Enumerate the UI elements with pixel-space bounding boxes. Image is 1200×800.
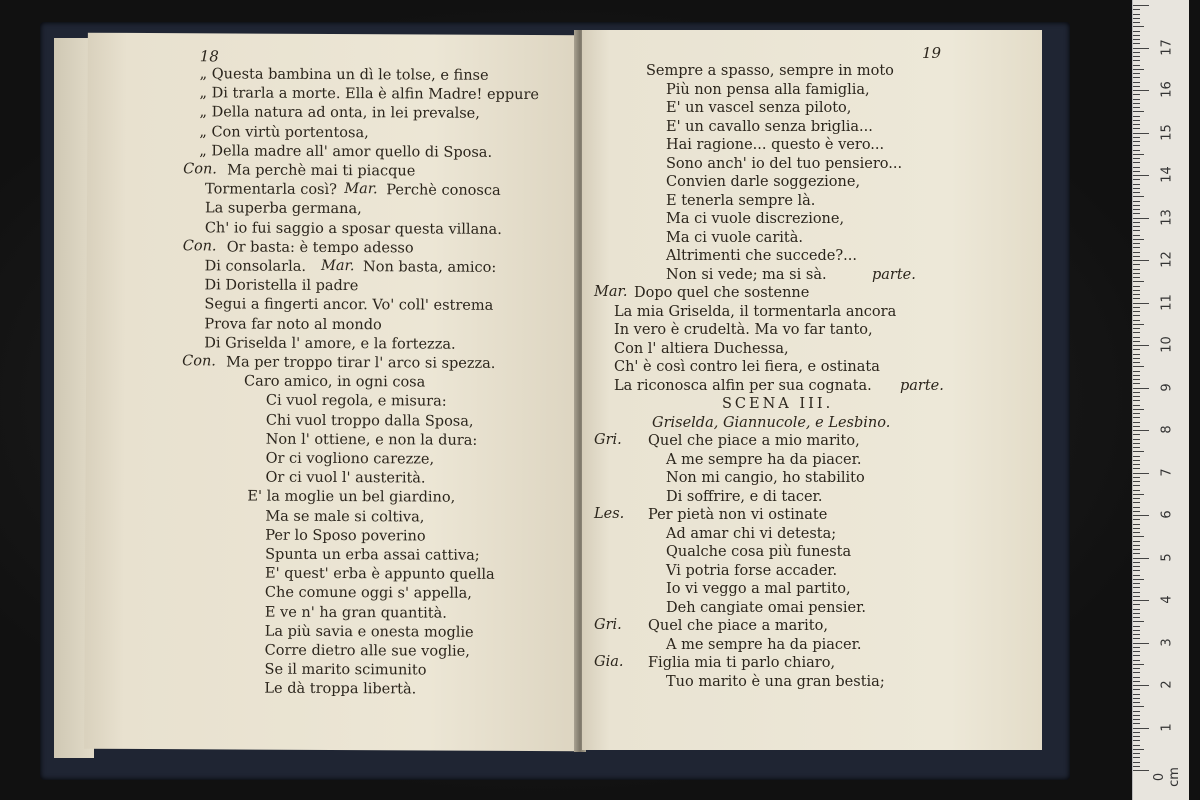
ruler-tick — [1133, 99, 1140, 100]
ruler-tick — [1133, 107, 1140, 108]
ruler-tick — [1133, 617, 1140, 618]
ruler-tick — [1133, 460, 1140, 461]
ruler-tick — [1133, 230, 1140, 231]
ruler-tick — [1133, 541, 1140, 542]
verse-line: Non si vede; ma si sà. — [666, 266, 827, 283]
ruler-tick — [1133, 371, 1140, 372]
ruler-tick — [1133, 494, 1144, 495]
ruler-tick — [1133, 294, 1140, 295]
ruler-tick — [1133, 770, 1149, 771]
ruler-number: 12 — [1159, 251, 1175, 268]
ruler-tick — [1133, 379, 1140, 380]
verse-line: Figlia mia ti parlo chiaro, — [648, 655, 836, 671]
verse-line: E tenerla sempre là. — [666, 192, 816, 209]
verse-line: In vero è crudeltà. Ma vo far tanto, — [614, 322, 873, 338]
ruler-tick — [1133, 90, 1149, 91]
ruler-tick — [1133, 311, 1140, 312]
ruler-tick — [1133, 579, 1144, 580]
ruler-tick — [1133, 524, 1140, 525]
ruler-tick — [1133, 213, 1140, 214]
verse-line: „ Di trarla a morte. Ella è alfin Madre! eppure — [199, 85, 540, 104]
ruler-tick — [1133, 116, 1140, 117]
ruler-number: 5 — [1159, 552, 1175, 562]
verse-line: Hai ragione... questo è vero... — [666, 137, 885, 153]
verse-line: Di Griselda l' amore, e la fortezza. — [204, 335, 456, 353]
page-number: 18 — [199, 47, 219, 66]
ruler-tick — [1133, 354, 1140, 355]
ruler-tick — [1133, 43, 1140, 44]
ruler-number: 14 — [1159, 166, 1175, 183]
verse-line: Non l' ottiene, e non la dura: — [265, 431, 478, 449]
verse-line: Ma ci vuole discrezione, — [666, 211, 845, 227]
verse-line: Più non pensa alla famiglia, — [666, 81, 870, 98]
ruler-tick — [1133, 685, 1149, 686]
ruler-tick — [1133, 715, 1140, 716]
ruler-tick — [1133, 22, 1140, 23]
ruler-tick — [1133, 417, 1140, 418]
verse-line: Per pietà non vi ostinate — [648, 507, 828, 523]
ruler-tick — [1133, 745, 1140, 746]
verse-line: Di soffrire, e di tacer. — [666, 488, 823, 505]
ruler-tick — [1133, 592, 1140, 593]
ruler-tick — [1133, 196, 1144, 197]
ruler-tick — [1133, 82, 1140, 83]
verse-line: Di consolarla. — [204, 258, 307, 275]
verse-line: Quel che piace a mio marito, — [648, 433, 860, 449]
ruler-tick — [1133, 133, 1149, 134]
ruler-tick — [1133, 634, 1140, 635]
ruler-number: 13 — [1159, 208, 1175, 226]
verse-line: Quel che piace a marito, — [648, 618, 828, 634]
ruler-tick — [1133, 643, 1149, 644]
ruler-tick — [1133, 188, 1140, 189]
verse-line: Or basta: è tempo adesso — [226, 239, 414, 257]
ruler-tick — [1133, 498, 1140, 499]
right-page — [582, 30, 1042, 750]
ruler-tick — [1133, 171, 1140, 172]
ruler-tick — [1133, 740, 1140, 741]
ruler-tick — [1133, 226, 1140, 227]
speaker-label: Gri. — [594, 432, 622, 448]
ruler-tick — [1133, 570, 1140, 571]
ruler-tick — [1133, 341, 1140, 342]
ruler-tick — [1133, 256, 1140, 257]
ruler-tick — [1133, 626, 1140, 627]
page-number: 19 — [922, 44, 942, 62]
ruler-tick — [1133, 485, 1140, 486]
speaker-label: Mar. — [594, 284, 628, 300]
ruler-tick — [1133, 519, 1140, 520]
speaker-label: Con. — [182, 238, 217, 255]
ruler-number: 15 — [1159, 123, 1175, 141]
ruler-number: 16 — [1159, 81, 1175, 98]
ruler-tick — [1133, 273, 1140, 274]
ruler-number: 8 — [1159, 425, 1175, 434]
verse-line: Ma ci vuole carità. — [666, 229, 803, 246]
verse-line: Qualche cosa più funesta — [666, 544, 852, 560]
ruler-tick — [1133, 358, 1140, 359]
verse-line: Spunta un erba assai cattiva; — [265, 546, 480, 564]
ruler-tick — [1133, 69, 1144, 70]
ruler-tick — [1133, 124, 1140, 125]
verse-line: E' un vascel senza piloto, — [666, 100, 852, 116]
ruler-tick — [1133, 320, 1140, 321]
ruler-tick — [1133, 566, 1140, 567]
ruler-tick — [1133, 694, 1140, 695]
verse-line: E' un cavallo senza briglia... — [666, 118, 873, 135]
ruler-tick — [1133, 252, 1140, 253]
ruler-tick — [1133, 158, 1140, 159]
ruler-tick — [1133, 26, 1144, 27]
ruler-tick — [1133, 736, 1140, 737]
ruler-tick — [1133, 48, 1149, 49]
ruler-tick — [1133, 103, 1140, 104]
ruler-number: 4 — [1159, 595, 1175, 604]
verse-line: Corre dietro alle sue voglie, — [264, 642, 470, 660]
verse-line: A me sempre ha da piacer. — [666, 636, 862, 653]
verse-line: Ad amar chi vi detesta; — [666, 525, 837, 542]
ruler-tick — [1133, 141, 1140, 142]
verse-line: Sempre a spasso, sempre in moto — [646, 63, 894, 79]
ruler-tick — [1133, 558, 1149, 559]
speaker-label: Mar. — [321, 257, 355, 275]
ruler-tick — [1133, 596, 1140, 597]
ruler-tick — [1133, 536, 1144, 537]
ruler-number: 10 — [1159, 336, 1175, 353]
ruler-tick — [1133, 583, 1140, 584]
verse-line: La mia Griselda, il tormentarla ancora — [614, 303, 897, 320]
ruler-number: 3 — [1159, 637, 1175, 647]
ruler-tick — [1133, 137, 1140, 138]
ruler-tick — [1133, 413, 1140, 414]
ruler-number: 11 — [1159, 293, 1175, 311]
ruler-tick — [1133, 332, 1140, 333]
ruler-tick — [1133, 290, 1140, 291]
ruler-tick — [1133, 698, 1140, 699]
ruler-tick — [1133, 753, 1140, 754]
ruler-tick — [1133, 73, 1140, 74]
ruler-tick — [1133, 400, 1140, 401]
ruler-tick — [1133, 392, 1140, 393]
ruler-tick — [1133, 689, 1140, 690]
ruler-tick — [1133, 60, 1140, 61]
verse-line: La più savia e onesta moglie — [264, 623, 474, 641]
ruler-tick — [1133, 604, 1140, 605]
ruler-tick — [1133, 111, 1144, 112]
verse-line: A me sempre ha da piacer. — [666, 451, 862, 468]
ruler-tick — [1133, 86, 1140, 87]
speaker-label: Les. — [594, 506, 625, 522]
ruler-tick — [1133, 366, 1144, 367]
ruler-tick — [1133, 439, 1140, 440]
ruler-number: 1 — [1159, 722, 1175, 732]
ruler-tick — [1133, 587, 1140, 588]
ruler-tick — [1133, 545, 1140, 546]
verse-line: Perchè conosca — [386, 182, 501, 200]
verse-line: Segui a fingerti ancor. Vo' coll' estrema — [204, 296, 494, 315]
verse-line: Di Doristella il padre — [204, 277, 359, 295]
ruler-tick — [1133, 328, 1140, 329]
ruler-tick — [1133, 56, 1140, 57]
ruler-tick — [1133, 162, 1140, 163]
verse-line: Ch' io fui saggio a sposar questa villana. — [204, 219, 502, 238]
ruler-tick — [1133, 426, 1140, 427]
ruler-tick — [1133, 383, 1140, 384]
ruler-tick — [1133, 468, 1140, 469]
ruler-tick — [1133, 723, 1140, 724]
speaker-label: Mar. — [344, 181, 378, 198]
ruler-tick — [1133, 706, 1144, 707]
ruler-tick — [1133, 621, 1144, 622]
verse-line: Caro amico, in ogni cosa — [244, 373, 426, 391]
ruler-tick — [1133, 264, 1140, 265]
left-page — [84, 33, 580, 752]
ruler-tick — [1133, 647, 1140, 648]
measuring-ruler — [1132, 0, 1189, 800]
ruler-tick — [1133, 145, 1140, 146]
ruler-tick — [1133, 281, 1144, 282]
ruler-number: 7 — [1159, 467, 1175, 477]
ruler-tick — [1133, 456, 1140, 457]
ruler-tick — [1133, 128, 1140, 129]
ruler-tick — [1133, 655, 1140, 656]
ruler-tick — [1133, 762, 1140, 763]
verse-line: Con l' altiera Duchessa, — [614, 340, 789, 357]
ruler-tick — [1133, 205, 1140, 206]
verse-line: Tormentarla così? — [205, 181, 337, 199]
ruler-tick — [1133, 668, 1140, 669]
ruler-tick — [1133, 405, 1140, 406]
ruler-tick — [1133, 150, 1140, 151]
verse-line: E ve n' ha gran quantità. — [264, 604, 447, 622]
ruler-tick — [1133, 507, 1140, 508]
verse-line: Dopo quel che sostenne — [634, 285, 810, 301]
ruler-tick — [1133, 239, 1144, 240]
verse-line: Chi vuol troppo dalla Sposa, — [265, 412, 474, 430]
ruler-tick — [1133, 222, 1140, 223]
ruler-tick — [1133, 375, 1140, 376]
ruler-tick — [1133, 434, 1140, 435]
verse-line: Or ci vogliono carezze, — [265, 450, 435, 468]
ruler-tick — [1133, 430, 1149, 431]
verse-line: E' la moglie un bel giardino, — [247, 488, 456, 507]
verse-line: Non basta, amico: — [363, 259, 497, 276]
verse-line: Altrimenti che succede?... — [666, 248, 857, 264]
ruler-tick — [1133, 315, 1140, 316]
verse-line: La riconosca alfin per sua cognata. — [614, 377, 872, 394]
ruler-tick — [1133, 664, 1144, 665]
verse-line: Io vi veggo a mal partito, — [666, 581, 851, 597]
ruler-tick — [1133, 681, 1140, 682]
verse-line: Che comune oggi s' appella, — [264, 585, 472, 603]
ruler-tick — [1133, 757, 1140, 758]
ruler-tick — [1133, 9, 1140, 10]
ruler-tick — [1133, 651, 1140, 652]
ruler-tick — [1133, 77, 1140, 78]
ruler-tick — [1133, 422, 1140, 423]
ruler-tick — [1133, 728, 1149, 729]
verse-line: Or ci vuol l' austerità. — [265, 469, 426, 487]
ruler-tick — [1133, 362, 1140, 363]
ruler-tick — [1133, 277, 1140, 278]
ruler-tick — [1133, 502, 1140, 503]
ruler-tick — [1133, 18, 1140, 19]
ruler-tick — [1133, 672, 1140, 673]
ruler-tick — [1133, 260, 1149, 261]
verse-line: Ma se male si coltiva, — [265, 508, 425, 526]
ruler-tick — [1133, 702, 1140, 703]
ruler-tick — [1133, 209, 1140, 210]
speaker-label: Gri. — [594, 617, 622, 633]
verse-line: Deh cangiate omai pensier. — [666, 599, 867, 616]
ruler-tick — [1133, 303, 1149, 304]
ruler-tick — [1133, 515, 1149, 516]
ruler-tick — [1133, 473, 1149, 474]
ruler-tick — [1133, 549, 1140, 550]
ruler-tick — [1133, 409, 1144, 410]
verse-line: Ma perchè mai ti piacque — [227, 162, 416, 180]
ruler-tick — [1133, 94, 1140, 95]
ruler-number: 9 — [1159, 382, 1175, 392]
ruler-tick — [1133, 677, 1140, 678]
ruler-tick — [1133, 600, 1149, 601]
verse-line: Tuo marito è una gran bestia; — [666, 673, 885, 690]
ruler-tick — [1133, 575, 1140, 576]
ruler-tick — [1133, 192, 1140, 193]
verse-line: Sono anch' io del tuo pensiero... — [666, 155, 903, 172]
ruler-tick — [1133, 201, 1140, 202]
verse-line: „ Della natura ad onta, in lei prevalse, — [199, 104, 480, 123]
ruler-tick — [1133, 247, 1140, 248]
ruler-tick — [1133, 766, 1140, 767]
speaker-label: Con. — [183, 161, 217, 178]
ruler-tick — [1133, 609, 1140, 610]
ruler-tick — [1133, 749, 1144, 750]
ruler-tick — [1133, 324, 1144, 325]
stage-direction: parte. — [872, 266, 916, 283]
ruler-tick — [1133, 528, 1140, 529]
verse-line: Prova far noto al mondo — [204, 315, 382, 333]
ruler-tick — [1133, 719, 1140, 720]
verse-line: Ch' è così contro lei fiera, e ostinata — [614, 359, 880, 375]
ruler-tick — [1133, 286, 1140, 287]
ruler-tick — [1133, 39, 1140, 40]
ruler-tick — [1133, 490, 1140, 491]
ruler-tick — [1133, 388, 1149, 389]
ruler-tick — [1133, 443, 1140, 444]
ruler-tick — [1133, 175, 1149, 176]
ruler-tick — [1133, 52, 1140, 53]
ruler-tick — [1133, 451, 1144, 452]
verse-line: Non mi cangio, ho stabilito — [666, 470, 865, 486]
speaker-label: Con. — [182, 353, 216, 370]
ruler-number: 17 — [1159, 38, 1175, 56]
ruler-tick — [1133, 218, 1149, 219]
verse-line: Per lo Sposo poverino — [265, 527, 426, 545]
ruler-tick — [1133, 179, 1140, 180]
ruler-tick — [1133, 562, 1140, 563]
ruler-tick — [1133, 553, 1140, 554]
ruler-tick — [1133, 307, 1140, 308]
verse-line: „ Della madre all' amor quello di Sposa. — [199, 143, 493, 161]
ruler-tick — [1133, 298, 1140, 299]
scene-heading: SCENA III. — [722, 396, 834, 412]
ruler-tick — [1133, 154, 1144, 155]
ruler-tick — [1133, 477, 1140, 478]
ruler-tick — [1133, 660, 1140, 661]
ruler-tick — [1133, 630, 1140, 631]
ruler-number: 6 — [1159, 510, 1175, 519]
verse-line: Ma per troppo tirar l' arco si spezza. — [226, 354, 496, 372]
verse-line: Convien darle soggezione, — [666, 174, 861, 190]
ruler-tick — [1133, 14, 1140, 15]
scene-characters: Griselda, Giannucole, e Lesbino. — [652, 414, 891, 431]
ruler-tick — [1133, 35, 1140, 36]
verse-line: La superba germana, — [204, 200, 362, 218]
verse-line: Ci vuol regola, e misura: — [265, 393, 447, 410]
ruler-tick — [1133, 184, 1140, 185]
ruler-unit-label: 0 cm — [1152, 767, 1182, 787]
ruler-tick — [1133, 511, 1140, 512]
ruler-tick — [1133, 396, 1140, 397]
ruler-tick — [1133, 638, 1140, 639]
ruler-tick — [1133, 269, 1140, 270]
verse-line: Se il marito scimunito — [264, 661, 427, 679]
ruler-tick — [1133, 613, 1140, 614]
ruler-tick — [1133, 235, 1140, 236]
ruler-tick — [1133, 65, 1140, 66]
ruler-tick — [1133, 447, 1140, 448]
verse-line: E' quest' erba è appunto quella — [265, 565, 495, 584]
verse-line: Vi potria forse accader. — [666, 562, 838, 579]
ruler-tick — [1133, 167, 1140, 168]
ruler-tick — [1133, 532, 1140, 533]
speaker-label: Gia. — [594, 654, 624, 670]
ruler-tick — [1133, 349, 1140, 350]
ruler-tick — [1133, 345, 1149, 346]
verse-line: „ Con virtù portentosa, — [199, 123, 369, 141]
ruler-tick — [1133, 464, 1140, 465]
ruler-tick — [1133, 337, 1140, 338]
ruler-tick — [1133, 120, 1140, 121]
verse-line: „ Questa bambina un dì le tolse, e finse — [199, 66, 489, 84]
ruler-tick — [1133, 481, 1140, 482]
ruler-tick — [1133, 732, 1140, 733]
ruler-tick — [1133, 5, 1149, 6]
ruler-number: 2 — [1159, 680, 1175, 689]
ruler-tick — [1133, 243, 1140, 244]
stage-direction: parte. — [900, 377, 944, 394]
ruler-tick — [1133, 31, 1140, 32]
ruler-tick — [1133, 711, 1140, 712]
verse-line: Le dà troppa libertà. — [264, 681, 417, 698]
